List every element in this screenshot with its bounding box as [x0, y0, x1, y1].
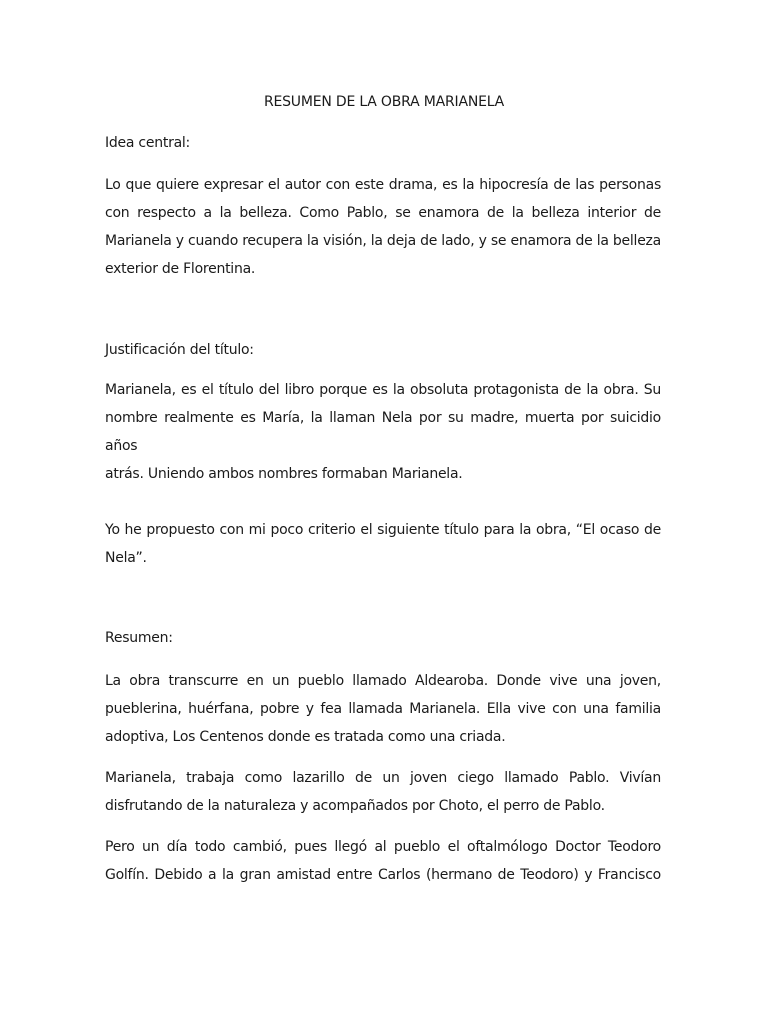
summary-paragraph-2 — [105, 764, 661, 820]
summary-heading: Resumen: — [105, 630, 173, 646]
paragraph-line: nombre realmente es María, la llaman Nela por su madre, muerta por suicidio años — [105, 410, 661, 454]
idea-paragraph — [105, 171, 661, 283]
paragraph-line: Pero un día todo cambió, pues llegó al pueblo el oftalmólogo Doctor Teodoro — [105, 839, 661, 855]
paragraph-line: Yo he propuesto con mi poco criterio el siguiente título para la obra, “El ocaso de — [105, 522, 661, 538]
paragraph-line: Marianela, es el título del libro porque es la obsoluta protagonista de la obra. Su — [105, 382, 661, 398]
summary-paragraph-1 — [105, 667, 661, 751]
summary-paragraph-3 — [105, 833, 661, 889]
paragraph-line: Marianela y cuando recupera la visión, la deja de lado, y se enamora de la belleza — [105, 233, 661, 249]
paragraph-line: Nela”. — [105, 550, 147, 566]
paragraph-line: exterior de Florentina. — [105, 261, 256, 277]
paragraph-line: con respecto a la belleza. Como Pablo, se enamora de la belleza interior de — [105, 205, 661, 221]
paragraph-line: Lo que quiere expresar el autor con este drama, es la hipocresía de las personas — [105, 177, 661, 193]
paragraph-line: Marianela, trabaja como lazarillo de un joven ciego llamado Pablo. Vivían — [105, 770, 661, 786]
paragraph-line: disfrutando de la naturaleza y acompañados por Choto, el perro de Pablo. — [105, 798, 605, 814]
paragraph-line: Golfín. Debido a la gran amistad entre Carlos (hermano de Teodoro) y Francisco — [105, 867, 661, 883]
document-title: RESUMEN DE LA OBRA MARIANELA — [263, 94, 505, 110]
justification-heading: Justificación del título: — [105, 342, 254, 358]
paragraph-line: pueblerina, huérfana, pobre y fea llamada Marianela. Ella vive con una familia — [105, 701, 661, 717]
justification-paragraph — [105, 376, 661, 488]
proposal-paragraph — [105, 516, 661, 572]
paragraph-line: adoptiva, Los Centenos donde es tratada como una criada. — [105, 729, 506, 745]
idea-heading: Idea central: — [105, 135, 191, 151]
paragraph-line: La obra transcurre en un pueblo llamado Aldearoba. Donde vive una joven, — [105, 673, 661, 689]
paragraph-line: atrás. Uniendo ambos nombres formaban Marianela. — [105, 466, 463, 482]
